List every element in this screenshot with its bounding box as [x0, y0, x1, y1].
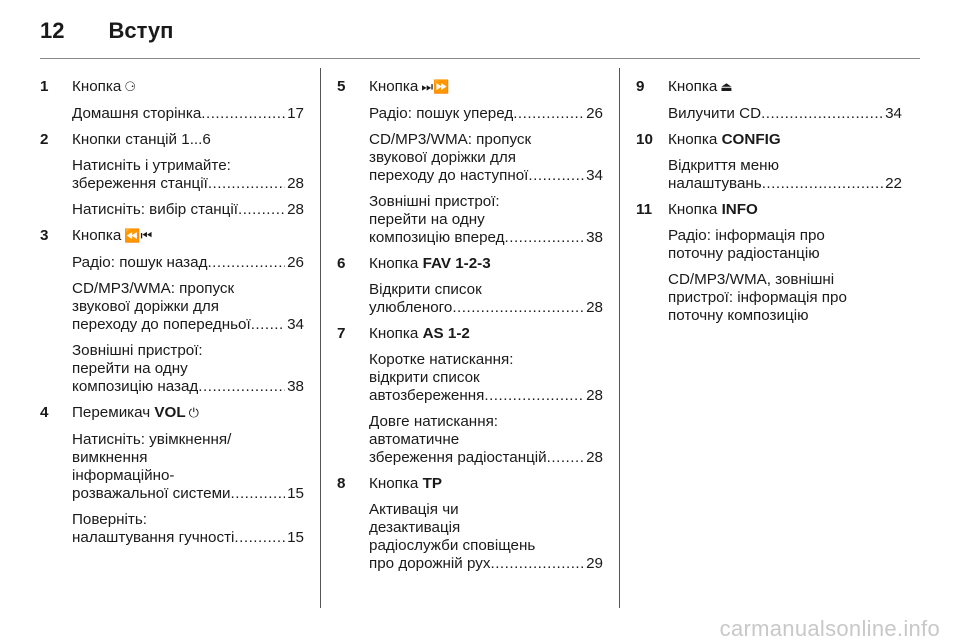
entry-title-text: Кнопка [369, 325, 419, 342]
index-entry [40, 131, 304, 219]
entry-description [369, 413, 603, 467]
description-text: улюбленого [369, 299, 453, 316]
description-line-with-page [72, 316, 304, 334]
description-text: Домашня сторінка [72, 105, 202, 122]
dot-leader [513, 105, 584, 123]
page-reference: 34 [586, 167, 603, 184]
entry-head [337, 78, 603, 97]
entry-title-text: Кнопка [668, 78, 718, 95]
entry-number: 1 [40, 78, 49, 95]
column-2 [337, 76, 603, 573]
entry-title [369, 78, 603, 97]
description-line-with-page [369, 229, 603, 247]
index-entry [337, 255, 603, 317]
page-reference: 26 [586, 105, 603, 122]
entry-title-bold: CONFIG [721, 131, 781, 148]
entry-description [72, 105, 304, 123]
description-line: автоматичне [369, 431, 460, 448]
dot-leader [528, 167, 584, 185]
description-text: налаштування гучності [72, 529, 235, 546]
entry-number: 2 [40, 131, 49, 148]
entry-title-bold: AS 1-2 [422, 325, 470, 342]
description-text: автозбереження [369, 387, 485, 404]
dot-leader [207, 254, 285, 272]
entry-description [72, 511, 304, 547]
dot-leader [238, 201, 285, 219]
entry-title-text: Кнопки станцій 1...6 [72, 131, 211, 148]
description-text: Радіо: пошук назад [72, 254, 208, 271]
page-reference: 22 [885, 175, 902, 192]
entry-description [369, 193, 603, 247]
entry-head [40, 227, 304, 246]
column-divider [320, 68, 321, 608]
entry-title-text: Кнопка [668, 201, 718, 218]
dot-leader [452, 299, 584, 317]
description-text: переходу до наступної [369, 167, 529, 184]
entry-description [72, 280, 304, 334]
entry-description [369, 131, 603, 185]
entry-head [40, 404, 304, 423]
entry-title-bold: INFO [721, 201, 758, 218]
dot-leader [484, 387, 584, 405]
entry-description [72, 201, 304, 219]
page-reference: 17 [287, 105, 304, 122]
entry-title [72, 227, 304, 246]
entry-title [369, 475, 603, 493]
header-rule [40, 58, 920, 59]
index-entry [636, 131, 902, 193]
dot-leader [198, 378, 285, 396]
description-text: налаштувань [668, 175, 762, 192]
dot-leader [208, 175, 285, 193]
dot-leader [251, 316, 285, 334]
entry-title-text: Перемикач [72, 404, 151, 421]
page-reference: 28 [586, 299, 603, 316]
description-line: Зовнішні пристрої: [72, 342, 203, 359]
description-line: Довге натискання: [369, 413, 499, 430]
control-symbol-icon: ⏭⏩ [421, 80, 450, 95]
description-line-with-page [369, 387, 603, 405]
description-line: Коротке натискання: [369, 351, 514, 368]
page-title: Вступ [108, 18, 174, 43]
description-line-with-page [72, 175, 304, 193]
entry-head [337, 255, 603, 273]
description-line: Радіо: інформація про [668, 227, 825, 244]
entry-title [668, 201, 902, 219]
page-reference: 26 [287, 254, 304, 271]
description-line: CD/MP3/WMA: пропуск [72, 280, 235, 297]
entry-title [369, 325, 603, 343]
entry-number: 6 [337, 255, 346, 272]
description-line: звукової доріжки для [369, 149, 516, 166]
page-reference: 28 [287, 175, 304, 192]
description-text: про дорожній рух [369, 555, 491, 572]
description-line-with-page [668, 105, 902, 123]
description-line: Відкрити список [369, 281, 482, 298]
page-reference: 15 [287, 485, 304, 502]
description-text: Радіо: пошук уперед [369, 105, 514, 122]
control-symbol-icon: ⏻ [188, 406, 199, 421]
description-line: перейти на одну [72, 360, 188, 377]
entry-head [636, 201, 902, 219]
entry-number: 8 [337, 475, 346, 492]
page-reference: 28 [586, 449, 603, 466]
column-divider [619, 68, 620, 608]
entry-title-text: Кнопка [72, 227, 122, 244]
entry-title [72, 78, 304, 97]
dot-leader [490, 555, 584, 573]
entry-number: 11 [636, 201, 653, 218]
page-reference: 15 [287, 529, 304, 546]
description-line: дезактивація [369, 519, 461, 536]
entry-description [72, 342, 304, 396]
entry-title-bold: FAV 1-2-3 [422, 255, 491, 272]
description-line: звукової доріжки для [72, 298, 219, 315]
description-line: відкрити список [369, 369, 480, 386]
description-text: Натисніть: вибір станції [72, 201, 238, 218]
entry-description [668, 227, 902, 263]
description-line: Поверніть: [72, 511, 148, 528]
description-line-with-page [369, 449, 603, 467]
description-line: CD/MP3/WMA, зовнішні [668, 271, 835, 288]
description-line-with-page [369, 299, 603, 317]
entry-number: 3 [40, 227, 49, 244]
description-text: розважальної системи [72, 485, 231, 502]
entry-title [668, 131, 902, 149]
control-symbol-icon: ⏪⏮ [124, 229, 153, 244]
description-text: композицію назад [72, 378, 199, 395]
description-line: поточну композицію [668, 307, 809, 324]
description-line-with-page [72, 485, 304, 503]
description-line-with-page [72, 105, 304, 123]
description-line-with-page [369, 555, 603, 573]
description-line-with-page [72, 254, 304, 272]
watermark: carmanualsonline.info [719, 616, 940, 641]
dot-leader [762, 175, 883, 193]
entry-title-text: Кнопка [72, 78, 122, 95]
index-entry [337, 78, 603, 247]
entry-number: 5 [337, 78, 346, 95]
entry-description [72, 157, 304, 193]
entry-title-bold: VOL [154, 404, 186, 421]
description-line: поточну радіостанцію [668, 245, 820, 262]
entry-description [369, 105, 603, 123]
description-line-with-page [369, 167, 603, 185]
description-text: збереження радіостанцій [369, 449, 547, 466]
entry-number: 4 [40, 404, 49, 421]
control-symbol-icon: ⚆ [124, 80, 136, 95]
dot-leader [234, 529, 285, 547]
description-line: перейти на одну [369, 211, 485, 228]
index-entry [337, 325, 603, 467]
entry-head [40, 131, 304, 149]
description-line: CD/MP3/WMA: пропуск [369, 131, 532, 148]
description-line-with-page [668, 175, 902, 193]
dot-leader [231, 485, 286, 503]
entry-description [668, 271, 902, 325]
entry-number: 7 [337, 325, 346, 342]
entry-title-text: Кнопка [668, 131, 718, 148]
dot-leader [547, 449, 584, 467]
description-line: пристрої: інформація про [668, 289, 847, 306]
entry-head [636, 78, 902, 97]
entry-description [668, 105, 902, 123]
index-entry [337, 475, 603, 573]
page-reference: 29 [586, 555, 603, 572]
description-line-with-page [72, 201, 304, 219]
page-reference: 34 [885, 105, 902, 122]
description-line: Натисніть і утримайте: [72, 157, 231, 174]
entry-title [369, 255, 603, 273]
description-line: вимкнення [72, 449, 148, 466]
entry-description [72, 254, 304, 272]
index-entry [636, 78, 902, 123]
dot-leader [201, 105, 285, 123]
entry-title-bold: TP [422, 475, 442, 492]
page-reference: 38 [287, 378, 304, 395]
entry-number: 10 [636, 131, 653, 148]
page-reference: 28 [287, 201, 304, 218]
entry-title [72, 131, 304, 149]
description-line: Відкриття меню [668, 157, 779, 174]
description-text: композицію вперед [369, 229, 505, 246]
entry-description [369, 281, 603, 317]
page-number: 12 [40, 18, 65, 43]
description-line: Натисніть: увімкнення/ [72, 431, 232, 448]
control-symbol-icon: ⏏ [720, 80, 733, 95]
index-entry [40, 227, 304, 396]
description-line-with-page [72, 378, 304, 396]
dot-leader [761, 105, 883, 123]
entry-head [40, 78, 304, 97]
column-1 [40, 76, 304, 547]
description-line: Зовнішні пристрої: [369, 193, 500, 210]
index-entry [636, 201, 902, 325]
description-line: інформаційно- [72, 467, 175, 484]
entry-number: 9 [636, 78, 645, 95]
entry-title-text: Кнопка [369, 78, 419, 95]
entry-description [369, 501, 603, 573]
entry-description [369, 351, 603, 405]
column-3 [636, 76, 902, 325]
description-text: переходу до попередньої [72, 316, 251, 333]
description-line: радіослужби сповіщень [369, 537, 536, 554]
page-header [40, 18, 173, 48]
description-line: Активація чи [369, 501, 459, 518]
entry-head [337, 325, 603, 343]
entry-description [668, 157, 902, 193]
dot-leader [505, 229, 585, 247]
entry-title [72, 404, 304, 423]
page-reference: 34 [287, 316, 304, 333]
description-line-with-page [72, 529, 304, 547]
entry-head [636, 131, 902, 149]
index-entry [40, 78, 304, 123]
description-line-with-page [369, 105, 603, 123]
page-reference: 28 [586, 387, 603, 404]
index-entry [40, 404, 304, 547]
description-text: збереження станції [72, 175, 208, 192]
description-text: Вилучити CD [668, 105, 762, 122]
entry-title-text: Кнопка [369, 475, 419, 492]
page-reference: 38 [586, 229, 603, 246]
entry-head [337, 475, 603, 493]
entry-description [72, 431, 304, 503]
entry-title-text: Кнопка [369, 255, 419, 272]
entry-title [668, 78, 902, 97]
